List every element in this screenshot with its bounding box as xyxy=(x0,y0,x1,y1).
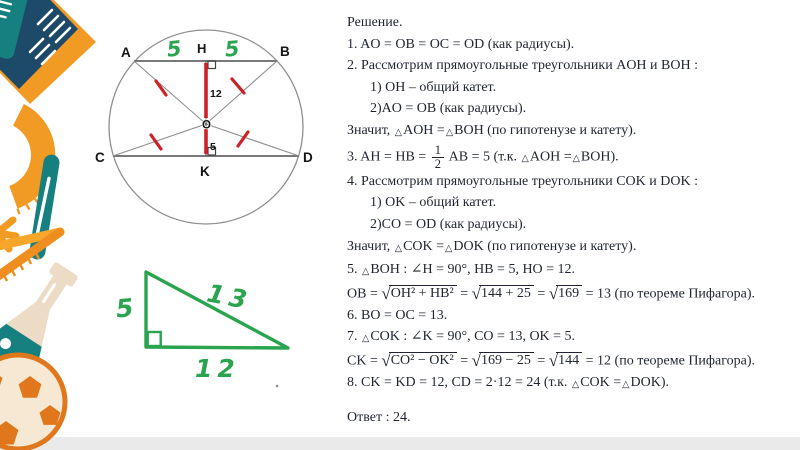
square-root: √144 + 25 xyxy=(472,283,534,305)
solution-steps xyxy=(347,34,755,396)
label-o: O xyxy=(202,119,211,132)
radius-od xyxy=(206,124,299,156)
label-h: H xyxy=(197,41,207,56)
tick-ob xyxy=(232,79,244,93)
tick-od xyxy=(238,132,248,146)
label-hypotenuse: 13 xyxy=(204,278,255,316)
label-ho-length: 12 xyxy=(210,88,222,100)
label-c: C xyxy=(95,150,105,165)
triangle-symbol: △ xyxy=(445,242,453,254)
right-angle-mark-h xyxy=(208,61,216,69)
triangle-symbol: △ xyxy=(394,242,403,254)
label-leg-vertical: 5 xyxy=(114,293,135,324)
solution-line-5: Значит, △AOH =△BOH (по гипотенузе и катету). xyxy=(347,122,637,138)
solution-line-15: CK = √CO² − OK² = √169 − 25 = √144 = 12 (по теореме Пифагора). xyxy=(347,350,755,370)
decorative-stationery-border xyxy=(0,0,100,450)
solution-answer: Ответ : 24. xyxy=(347,410,411,426)
right-angle-mark xyxy=(148,332,161,346)
triangle-symbol: △ xyxy=(362,266,370,278)
solution-line-6: 3. AH = HB = $\frac{1}{2}$ AB = 5 (т.к. △AOH =△BOH). xyxy=(347,142,619,171)
solution-line-9: 2)CO = OD (как радиусы). xyxy=(370,217,527,232)
solution-panel xyxy=(347,12,755,429)
solution-line-3: 1) OH – общий катет. xyxy=(370,79,497,95)
solution-line-7: 4. Рассмотрим прямоугольные треугольники COK и DOK : xyxy=(347,173,698,189)
equal-radius-ticks xyxy=(151,79,248,149)
solution-line-2: 2. Рассмотрим прямоугольные треугольники AOH и BOH : xyxy=(347,58,698,74)
circle-diagram xyxy=(95,10,325,240)
triangle-symbol: △ xyxy=(572,152,580,164)
fraction: $\frac{1}{2}$ xyxy=(432,144,444,171)
solution-line-10: Значит, △COK =△DOK (по гипотенузе и катету). xyxy=(347,238,637,254)
triangle-symbol: △ xyxy=(394,126,403,138)
solution-line-14: 7. △COK : ∠K = 90°, CO = 13, OK = 5. xyxy=(347,329,576,345)
notebook-stack-illustration xyxy=(0,0,96,104)
stray-mark xyxy=(276,385,279,388)
square-root: √OH² + HB² xyxy=(381,283,456,305)
solution-line-12: OB = √OH² + HB² = √144 + 25 = √169 = 13 (по теореме Пифагора). xyxy=(347,283,755,303)
label-b: B xyxy=(280,44,290,59)
solution-line-16: 8. CK = KD = 12, CD = 2·12 = 24 (т.к. △COK =△DOK). xyxy=(347,374,669,390)
label-a: A xyxy=(121,45,131,60)
triangle-sketch xyxy=(90,250,320,400)
solution-line-8: 1) OK – общий катет. xyxy=(370,195,497,211)
square-root: √169 xyxy=(549,283,582,305)
triangle-symbol: △ xyxy=(571,378,580,390)
handwritten-hb-mark: 5 xyxy=(223,36,241,62)
solution-line-11: 5. △BOH : ∠H = 90°, HB = 5, HO = 12. xyxy=(347,262,576,278)
triangle-symbol: △ xyxy=(445,126,454,138)
bottom-bar xyxy=(0,437,800,450)
square-root: √144 xyxy=(549,350,582,372)
triangle-symbol: △ xyxy=(622,378,630,390)
label-k: K xyxy=(200,164,210,179)
square-root: √CO² − OK² xyxy=(381,350,456,372)
triangle-symbol: △ xyxy=(362,333,370,345)
solution-title: Решение. xyxy=(347,15,403,30)
label-ok-length: 5 xyxy=(210,141,216,153)
triangle-symbol: △ xyxy=(521,152,529,164)
label-d: D xyxy=(303,150,313,165)
solution-line-4: 2)AO = OB (как радиусы). xyxy=(370,101,527,117)
soccer-ball-illustration xyxy=(0,355,65,449)
solution-line-13: 6. BO = OC = 13. xyxy=(347,307,448,323)
radius-oc xyxy=(113,124,206,156)
handwritten-ah-mark: 5 xyxy=(165,36,183,62)
square-root: √169 − 25 xyxy=(472,350,534,372)
label-leg-base: 12 xyxy=(195,354,240,383)
solution-line-1: 1. AO = OB = OC = OD (как радиусы). xyxy=(347,36,575,52)
radius-oa xyxy=(134,61,206,124)
